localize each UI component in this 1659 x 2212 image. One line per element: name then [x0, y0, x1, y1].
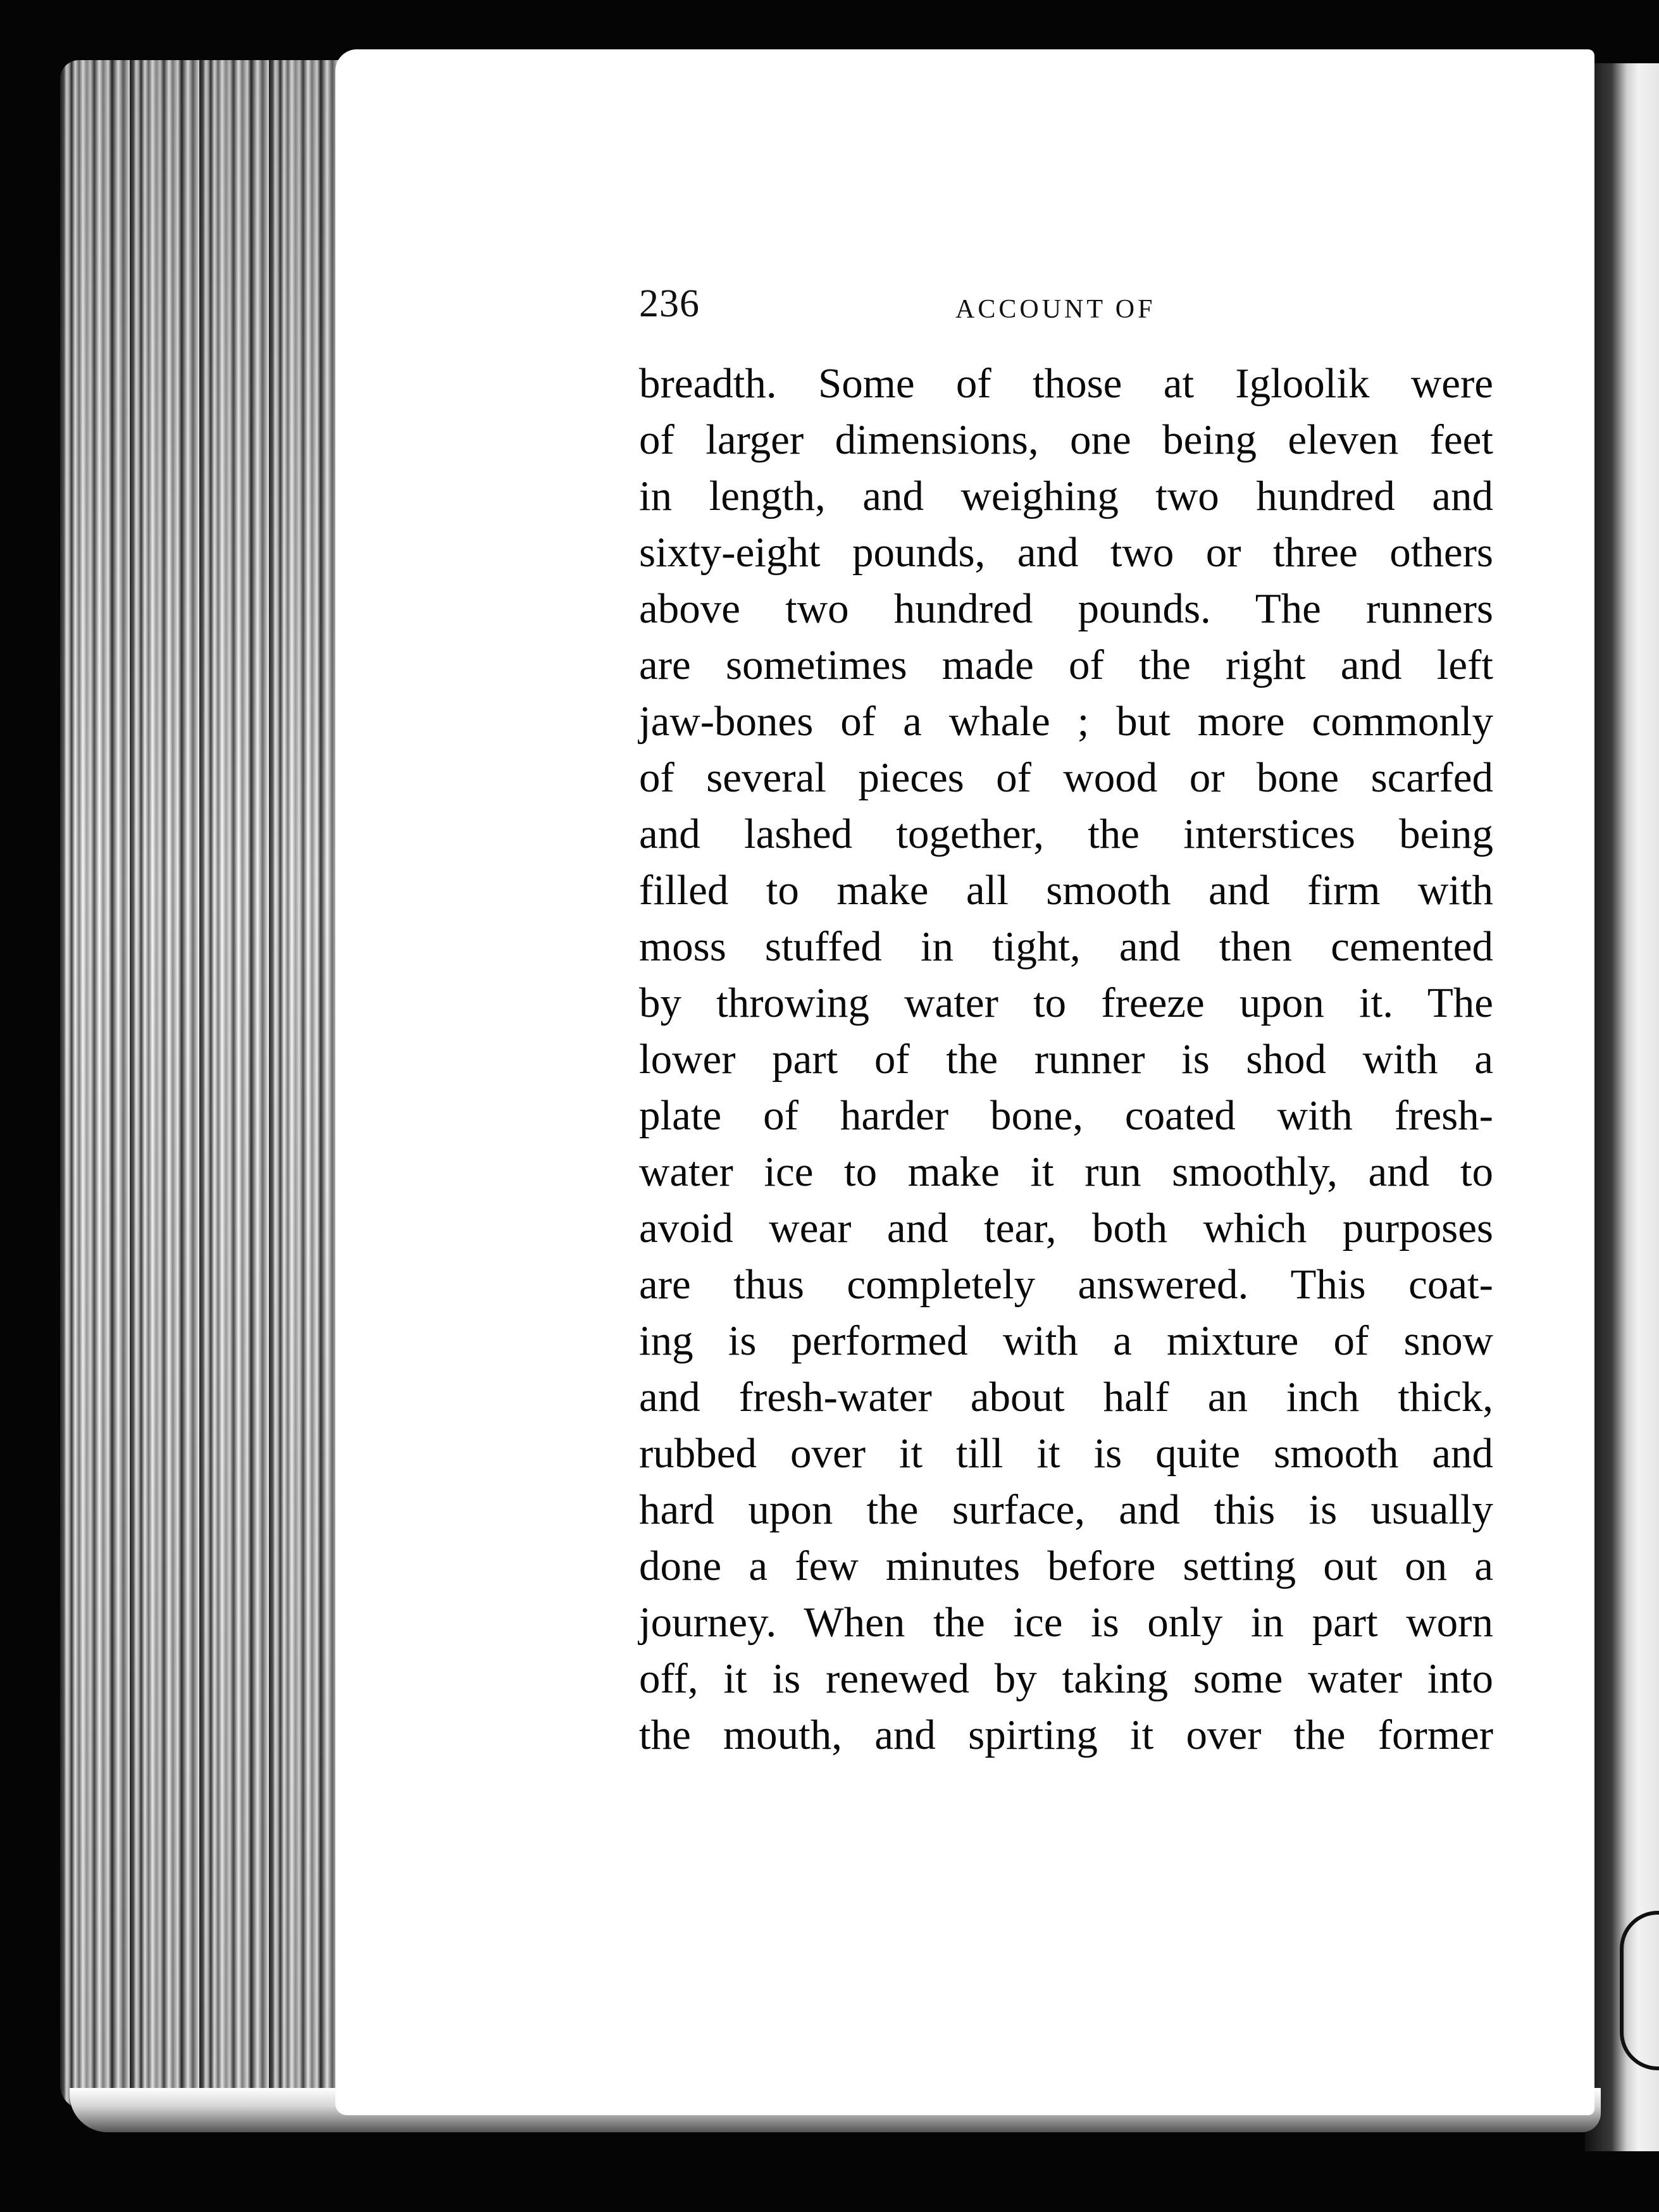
right-page-edge: [1585, 63, 1659, 2151]
right-page-curl: [1620, 1911, 1659, 2070]
text-line: sixty-eight pounds, and two or three others: [639, 529, 1493, 576]
text-line: done a few minutes before setting out on a: [639, 1543, 1493, 1589]
text-line: ing is performed with a mixture of snow: [639, 1317, 1493, 1364]
text-line: are thus completely answered. This coat-: [639, 1261, 1493, 1308]
text-line: and fresh-water about half an inch thick,: [639, 1374, 1493, 1420]
text-line: and lashed together, the interstices being: [639, 811, 1493, 857]
text-line: are sometimes made of the right and left: [639, 642, 1493, 688]
text-line: filled to make all smooth and firm with: [639, 867, 1493, 914]
text-line: avoid wear and tear, both which purposes: [639, 1205, 1493, 1252]
text-line: above two hundred pounds. The runners: [639, 585, 1493, 632]
text-line: jaw-bones of a whale ; but more commonly: [639, 698, 1493, 745]
text-line: rubbed over it till it is quite smooth and: [639, 1430, 1493, 1477]
page-header: [639, 282, 1493, 339]
text-line: the mouth, and spirting it over the former: [639, 1712, 1493, 1758]
text-line: lower part of the runner is shod with a: [639, 1036, 1493, 1083]
text-line: of several pieces of wood or bone scarfed: [639, 754, 1493, 801]
body-text: [639, 356, 1493, 1763]
text-line: journey. When the ice is only in part worn: [639, 1599, 1493, 1646]
text-line: by throwing water to freeze upon it. The: [639, 979, 1493, 1026]
text-line: plate of harder bone, coated with fresh-: [639, 1092, 1493, 1139]
text-line: hard upon the surface, and this is usually: [639, 1486, 1493, 1533]
running-head: ACCOUNT OF: [955, 295, 1156, 324]
page-number: 236: [639, 282, 700, 325]
text-line: water ice to make it run smoothly, and to: [639, 1148, 1493, 1195]
text-line: moss stuffed in tight, and then cemented: [639, 923, 1493, 970]
text-line: in length, and weighing two hundred and: [639, 473, 1493, 519]
text-line: off, it is renewed by taking some water into: [639, 1655, 1493, 1702]
page-block-shading: [60, 60, 364, 2110]
text-line: breadth. Some of those at Igloolik were: [639, 360, 1493, 407]
text-line: of larger dimensions, one being eleven feet: [639, 416, 1493, 463]
